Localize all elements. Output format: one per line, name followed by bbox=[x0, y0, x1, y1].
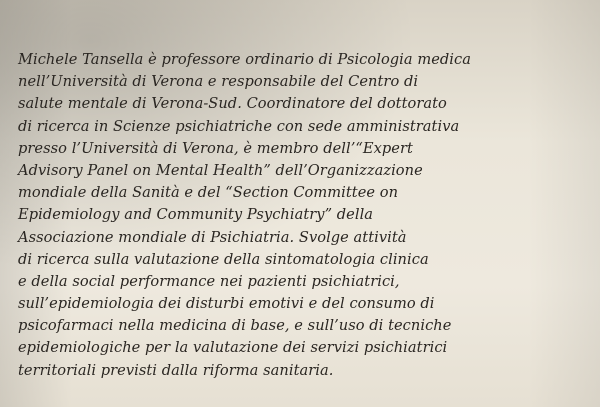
author-bio-paragraph bbox=[18, 49, 598, 382]
text-line: e della social performance nei pazienti psichiatrici, bbox=[18, 272, 400, 290]
text-line: salute mentale di Verona-Sud. Coordinatore del dottorato bbox=[18, 95, 447, 113]
text-line: sull’epidemiologia dei disturbi emotivi e del consumo di bbox=[18, 295, 435, 313]
text-line: di ricerca in Scienze psichiatriche con sede amministrativa bbox=[18, 117, 460, 135]
text-line: psicofarmaci nella medicina di base, e sull’uso di tecniche bbox=[18, 317, 452, 335]
text-line: Associazione mondiale di Psichiatria. Svolge attività bbox=[18, 228, 407, 246]
text-line: Advisory Panel on Mental Health” dell’Organizzazione bbox=[18, 161, 423, 179]
text-line: Michele Tansella è professore ordinario di Psicologia medica bbox=[18, 51, 471, 68]
text-line: presso l’Università di Verona, è membro dell’“Expert bbox=[18, 139, 413, 157]
text-line: nell’Università di Verona e responsabile del Centro di bbox=[18, 73, 419, 91]
text-line: epidemiologiche per la valutazione dei servizi psichiatrici bbox=[18, 339, 448, 357]
text-line: mondiale della Sanità e del “Section Committee on bbox=[18, 184, 399, 202]
text-line: Epidemiology and Community Psychiatry” della bbox=[18, 206, 374, 224]
text-line: territoriali previsti dalla riforma sanitaria. bbox=[18, 361, 334, 379]
text-line: di ricerca sulla valutazione della sintomatologia clinica bbox=[18, 250, 429, 268]
